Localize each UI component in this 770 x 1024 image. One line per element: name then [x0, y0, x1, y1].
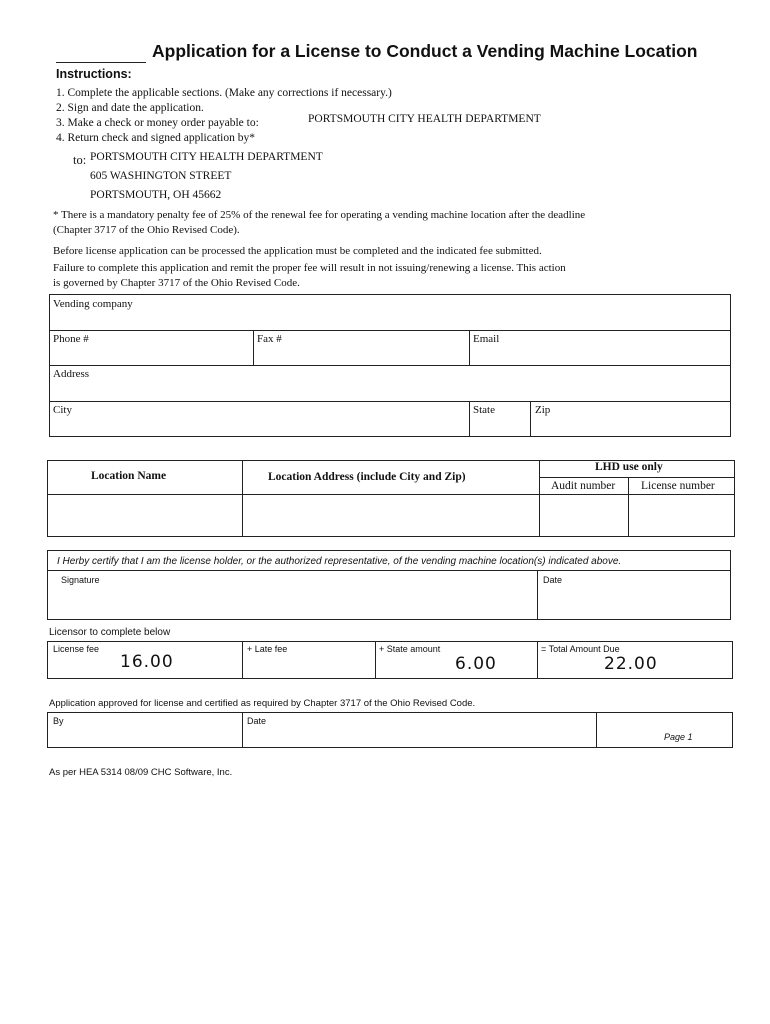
- phone-label: Phone #: [53, 333, 89, 345]
- certification-date-field[interactable]: [570, 578, 725, 614]
- title-underline: [56, 62, 146, 63]
- signature-label: Signature: [61, 575, 100, 585]
- signature-field[interactable]: [110, 578, 530, 614]
- location-address-field[interactable]: [247, 500, 534, 532]
- approval-statement: Application approved for license and certified as required by Chapter 3717 of the Ohio Revised Code.: [49, 698, 476, 709]
- location-address-header: Location Address (include City and Zip): [268, 471, 466, 483]
- page-number: Page 1: [664, 732, 693, 742]
- penalty-note-line-2: (Chapter 3717 of the Ohio Revised Code).: [53, 224, 240, 236]
- instruction-step-4: 4. Return check and signed application by*: [56, 132, 255, 144]
- location-name-header: Location Name: [91, 470, 167, 482]
- divider: [242, 641, 243, 679]
- mail-address-line-3: PORTSMOUTH, OH 45662: [90, 189, 222, 201]
- divider: [375, 641, 376, 679]
- licensor-heading: Licensor to complete below: [49, 627, 171, 638]
- instruction-step-1: 1. Complete the applicable sections. (Make any corrections if necessary.): [56, 87, 392, 99]
- address-label: Address: [53, 368, 90, 380]
- divider: [469, 330, 470, 365]
- state-amount-value: 6.00: [455, 654, 497, 674]
- lhd-use-only-header: LHD use only: [595, 461, 663, 473]
- page-title: Application for a License to Conduct a Vending Machine Location: [152, 41, 698, 61]
- instruction-step-3: 3. Make a check or money order payable to:: [56, 117, 259, 129]
- divider: [242, 460, 243, 537]
- certification-statement: I Herby certify that I am the license holder, or the authorized representative, of the vending machine location(s) indicated above.: [57, 556, 622, 567]
- divider: [49, 401, 731, 402]
- license-fee-label: License fee: [53, 644, 100, 654]
- license-fee-value: 16.00: [120, 652, 174, 672]
- location-name-field[interactable]: [52, 500, 237, 532]
- zip-label: Zip: [535, 404, 551, 416]
- process-note-line-1: Before license application can be processed the application must be completed and the indicated fee submitted.: [53, 245, 542, 257]
- phone-field[interactable]: [100, 334, 248, 360]
- total-amount-value: 22.00: [604, 654, 658, 674]
- approval-date-label: Date: [247, 716, 267, 726]
- fax-field[interactable]: [292, 334, 464, 360]
- late-fee-label: + Late fee: [247, 644, 288, 654]
- divider: [253, 330, 254, 365]
- process-note-line-2: Failure to complete this application and remit the proper fee will result in not issuing/renewing a license. This action: [53, 262, 566, 274]
- divider: [47, 494, 735, 495]
- city-field[interactable]: [85, 405, 463, 431]
- divider: [539, 477, 735, 478]
- mail-address-line-1: PORTSMOUTH CITY HEALTH DEPARTMENT: [90, 151, 323, 163]
- total-amount-label: = Total Amount Due: [541, 644, 620, 654]
- process-note-line-3: is governed by Chapter 3717 of the Ohio Revised Code.: [53, 277, 300, 289]
- approval-date-field[interactable]: [275, 722, 590, 744]
- divider: [628, 477, 629, 537]
- city-label: City: [53, 404, 72, 416]
- mail-address-line-2: 605 WASHINGTON STREET: [90, 170, 232, 182]
- divider: [596, 712, 597, 748]
- vending-company-label: Vending company: [53, 298, 133, 310]
- instruction-step-2: 2. Sign and date the application.: [56, 102, 204, 114]
- divider: [537, 641, 538, 679]
- certification-date-label: Date: [543, 575, 563, 585]
- approved-by-label: By: [53, 716, 64, 726]
- vending-company-field[interactable]: [160, 298, 720, 324]
- email-field[interactable]: [510, 334, 725, 360]
- license-number-header: License number: [641, 480, 715, 492]
- approved-by-field[interactable]: [70, 722, 235, 744]
- penalty-note-line-1: * There is a mandatory penalty fee of 25% of the renewal fee for operating a vending machine location after the deadline: [53, 209, 586, 221]
- divider: [539, 460, 540, 537]
- divider: [530, 401, 531, 437]
- divider: [49, 330, 731, 331]
- payee-name: PORTSMOUTH CITY HEALTH DEPARTMENT: [308, 113, 541, 125]
- state-label: State: [473, 404, 495, 416]
- instructions-heading: Instructions:: [56, 67, 132, 81]
- state-amount-label: + State amount: [379, 644, 441, 654]
- address-field[interactable]: [100, 369, 725, 395]
- divider: [242, 712, 243, 748]
- divider: [49, 365, 731, 366]
- email-label: Email: [473, 333, 500, 345]
- divider: [537, 570, 538, 620]
- zip-field[interactable]: [560, 405, 725, 431]
- fax-label: Fax #: [257, 333, 282, 345]
- divider: [47, 570, 731, 571]
- audit-number-header: Audit number: [551, 480, 616, 492]
- divider: [469, 401, 470, 437]
- to-label: to:: [73, 153, 87, 167]
- footer-text: As per HEA 5314 08/09 CHC Software, Inc.: [49, 767, 233, 778]
